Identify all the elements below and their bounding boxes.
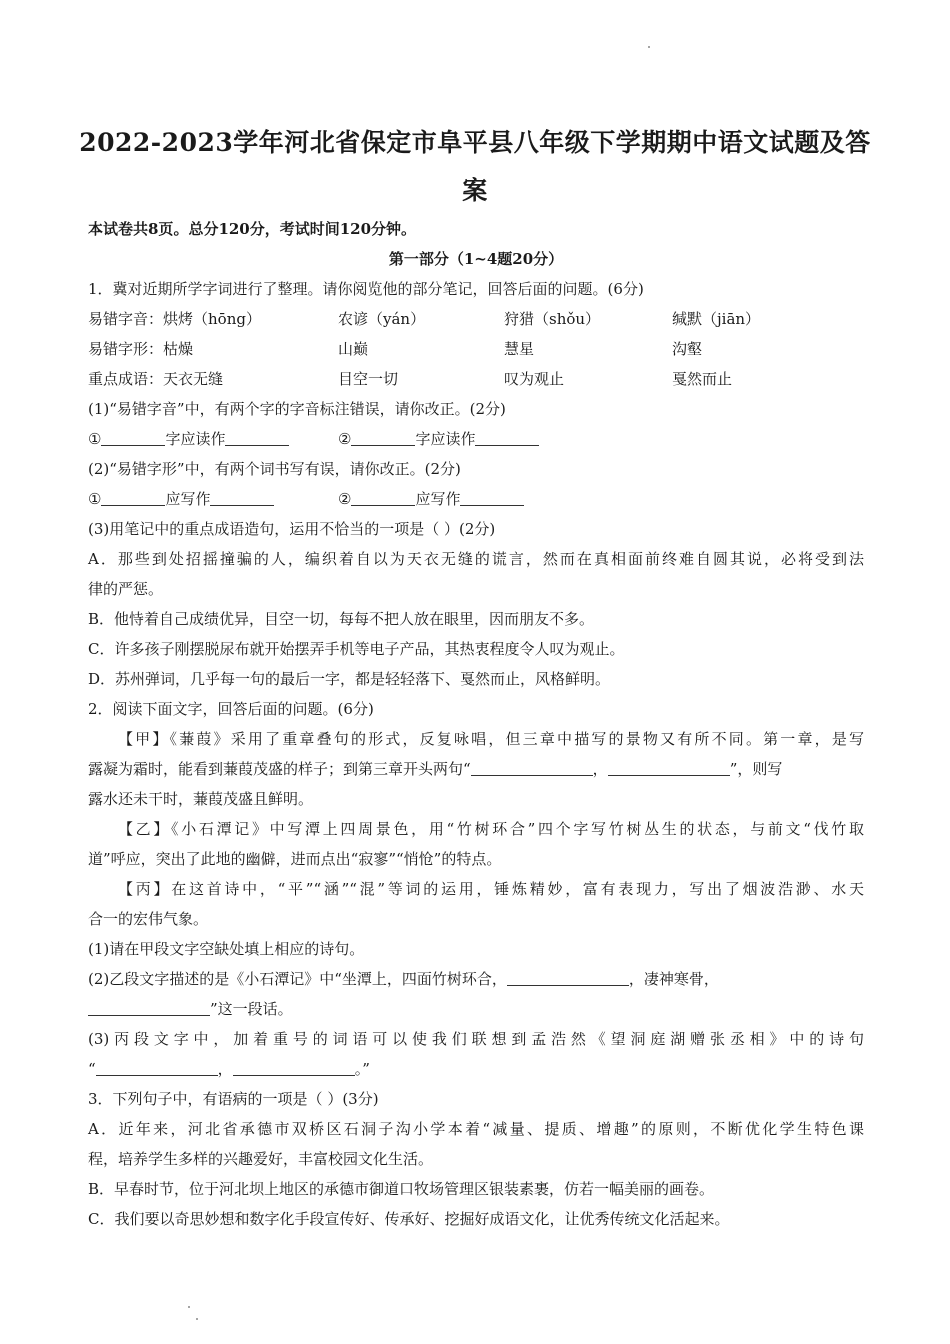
q1-stem: 1．冀对近期所学字词进行了整理。请你阅览他的部分笔记，回答后面的问题。(6分) bbox=[88, 280, 644, 298]
document-title-line-1: 2022-2023学年河北省保定市阜平县八年级下学期期中语文试题及答 bbox=[79, 128, 871, 157]
part1-heading: 第一部分（1~4题20分） bbox=[388, 250, 564, 268]
q1-sub2: (2)“易错字形”中，有两个词书写有误，请你改正。(2分) bbox=[88, 460, 461, 478]
q1-sub3: (3)用笔记中的重点成语造句，运用不恰当的一项是（ ）(2分) bbox=[88, 520, 496, 538]
q2-stem: 2．阅读下面文字，回答后面的问题。(6分) bbox=[88, 700, 374, 718]
q1-cell: 沟壑 bbox=[672, 340, 703, 358]
answer-blank[interactable] bbox=[351, 431, 415, 446]
q2-passage-jia-cont: 露凝为霜时，能看到蒹葭茂盛的样子；到第三章开头两句“ ， ”，则写 bbox=[88, 760, 783, 778]
q2-passage-jia-end: 露水还未干时，蒹葭茂盛且鲜明。 bbox=[88, 790, 314, 808]
q1-row-idioms bbox=[88, 369, 864, 389]
answer-blank[interactable] bbox=[96, 1061, 218, 1076]
q3-option-b: B．早春时节，位于河北坝上地区的承德市御道口牧场管理区银装素裹，仿若一幅美丽的画卷。 bbox=[88, 1180, 715, 1198]
answer-blank[interactable] bbox=[101, 431, 165, 446]
q1-option-a-cont: 律的严惩。 bbox=[88, 580, 164, 598]
q2-sub3: (3)丙段文字中，加着重号的词语可以使我们联想到孟浩然《望洞庭湖赠张丞相》中的诗句 bbox=[88, 1030, 864, 1048]
answer-blank[interactable] bbox=[460, 491, 524, 506]
q1-cell: 戛然而止 bbox=[672, 370, 733, 388]
q2-passage-jia: 【甲】《蒹葭》采用了重章叠句的形式，反复咏唱，但三章中描写的景物又有所不同。第一章，是写 bbox=[118, 730, 864, 748]
exam-intro: 本试卷共8页。总分120分，考试时间120分钟。 bbox=[88, 220, 417, 238]
answer-blank[interactable] bbox=[507, 971, 629, 986]
q3-option-a: A．近年来，河北省承德市双桥区石洞子沟小学本着“减量、提质、增趣”的原则，不断优化学生特色课 bbox=[88, 1120, 864, 1138]
answer-blank[interactable] bbox=[233, 1061, 355, 1076]
q1-cell: 狩猎（shǒu） bbox=[504, 310, 601, 328]
answer-blank[interactable] bbox=[225, 431, 289, 446]
q1-option-d: D．苏州弹词，几乎每一句的最后一字，都是轻轻落下、戛然而止，风格鲜明。 bbox=[88, 670, 611, 688]
q1-option-c: C．许多孩子刚摆脱尿布就开始摆弄手机等电子产品，其热衷程度令人叹为观止。 bbox=[88, 640, 625, 658]
q1-cell: 缄默（jiān） bbox=[672, 310, 761, 328]
q1-cell: 易错字形：枯燥 bbox=[88, 340, 194, 358]
q1-sub1: (1)“易错字音”中，有两个字的字音标注错误，请你改正。(2分) bbox=[88, 400, 506, 418]
q1-cell: 叹为观止 bbox=[504, 370, 565, 388]
scan-dot bbox=[648, 46, 650, 48]
scan-dot bbox=[196, 1318, 198, 1320]
q1-cell: 山巅 bbox=[338, 340, 369, 358]
document-title-line-2: 案 bbox=[462, 176, 488, 205]
q1-row-pronunciation bbox=[88, 309, 864, 329]
q1-option-a: A．那些到处招摇撞骗的人，编织着自以为天衣无缝的谎言，然而在真相面前终难自圆其说，必将受到法 bbox=[88, 550, 864, 568]
q3-stem: 3．下列句子中，有语病的一项是（ ）(3分) bbox=[88, 1090, 379, 1108]
q2-passage-bing: 【丙】在这首诗中，“平”“涵”“混”等词的运用，锤炼精妙，富有表现力，写出了烟波浩渺、水天 bbox=[118, 880, 864, 898]
q2-passage-yi: 【乙】《小石潭记》中写潭上四周景色，用“竹树环合”四个字写竹树丛生的状态，与前文“伐竹取 bbox=[118, 820, 864, 838]
answer-blank[interactable] bbox=[471, 761, 593, 776]
q1-cell: 易错字音：烘烤（hōng） bbox=[88, 310, 261, 328]
q1-option-b: B．他恃着自己成绩优异，目空一切，每每不把人放在眼里，因而朋友不多。 bbox=[88, 610, 595, 628]
q1-sub1-answer-line: ① 字应读作 ② 字应读作 bbox=[88, 429, 864, 449]
answer-blank[interactable] bbox=[351, 491, 415, 506]
q2-sub1: (1)请在甲段文字空缺处填上相应的诗句。 bbox=[88, 940, 365, 958]
answer-blank[interactable] bbox=[210, 491, 274, 506]
q2-sub2: (2)乙段文字描述的是《小石潭记》中“坐潭上，四面竹树环合， ，凄神寒骨， bbox=[88, 970, 719, 988]
q3-option-c: C．我们要以奇思妙想和数字化手段宣传好、传承好、挖掘好成语文化，让优秀传统文化活起来。 bbox=[88, 1210, 730, 1228]
q1-sub2-answer-line: ① 应写作 ② 应写作 bbox=[88, 489, 864, 509]
q1-cell: 目空一切 bbox=[338, 370, 399, 388]
q1-cell: 重点成语：天衣无缝 bbox=[88, 370, 224, 388]
q1-cell: 农谚（yán） bbox=[338, 310, 426, 328]
q1-cell: 慧星 bbox=[504, 340, 535, 358]
q3-option-a-cont: 程，培养学生多样的兴趣爱好，丰富校园文化生活。 bbox=[88, 1150, 434, 1168]
q2-passage-bing-cont: 合一的宏伟气象。 bbox=[88, 910, 209, 928]
q2-passage-yi-cont: 道”呼应，突出了此地的幽僻，进而点出“寂寥”“悄怆”的特点。 bbox=[88, 850, 502, 868]
answer-blank[interactable] bbox=[475, 431, 539, 446]
scan-dot bbox=[188, 1306, 190, 1308]
q2-sub2-cont: ”这一段话。 bbox=[88, 999, 864, 1019]
answer-blank[interactable] bbox=[608, 761, 730, 776]
answer-blank[interactable] bbox=[101, 491, 165, 506]
answer-blank[interactable] bbox=[88, 1001, 210, 1016]
q2-sub3-cont: “ ， 。” bbox=[88, 1060, 370, 1078]
q1-row-characters bbox=[88, 339, 864, 359]
